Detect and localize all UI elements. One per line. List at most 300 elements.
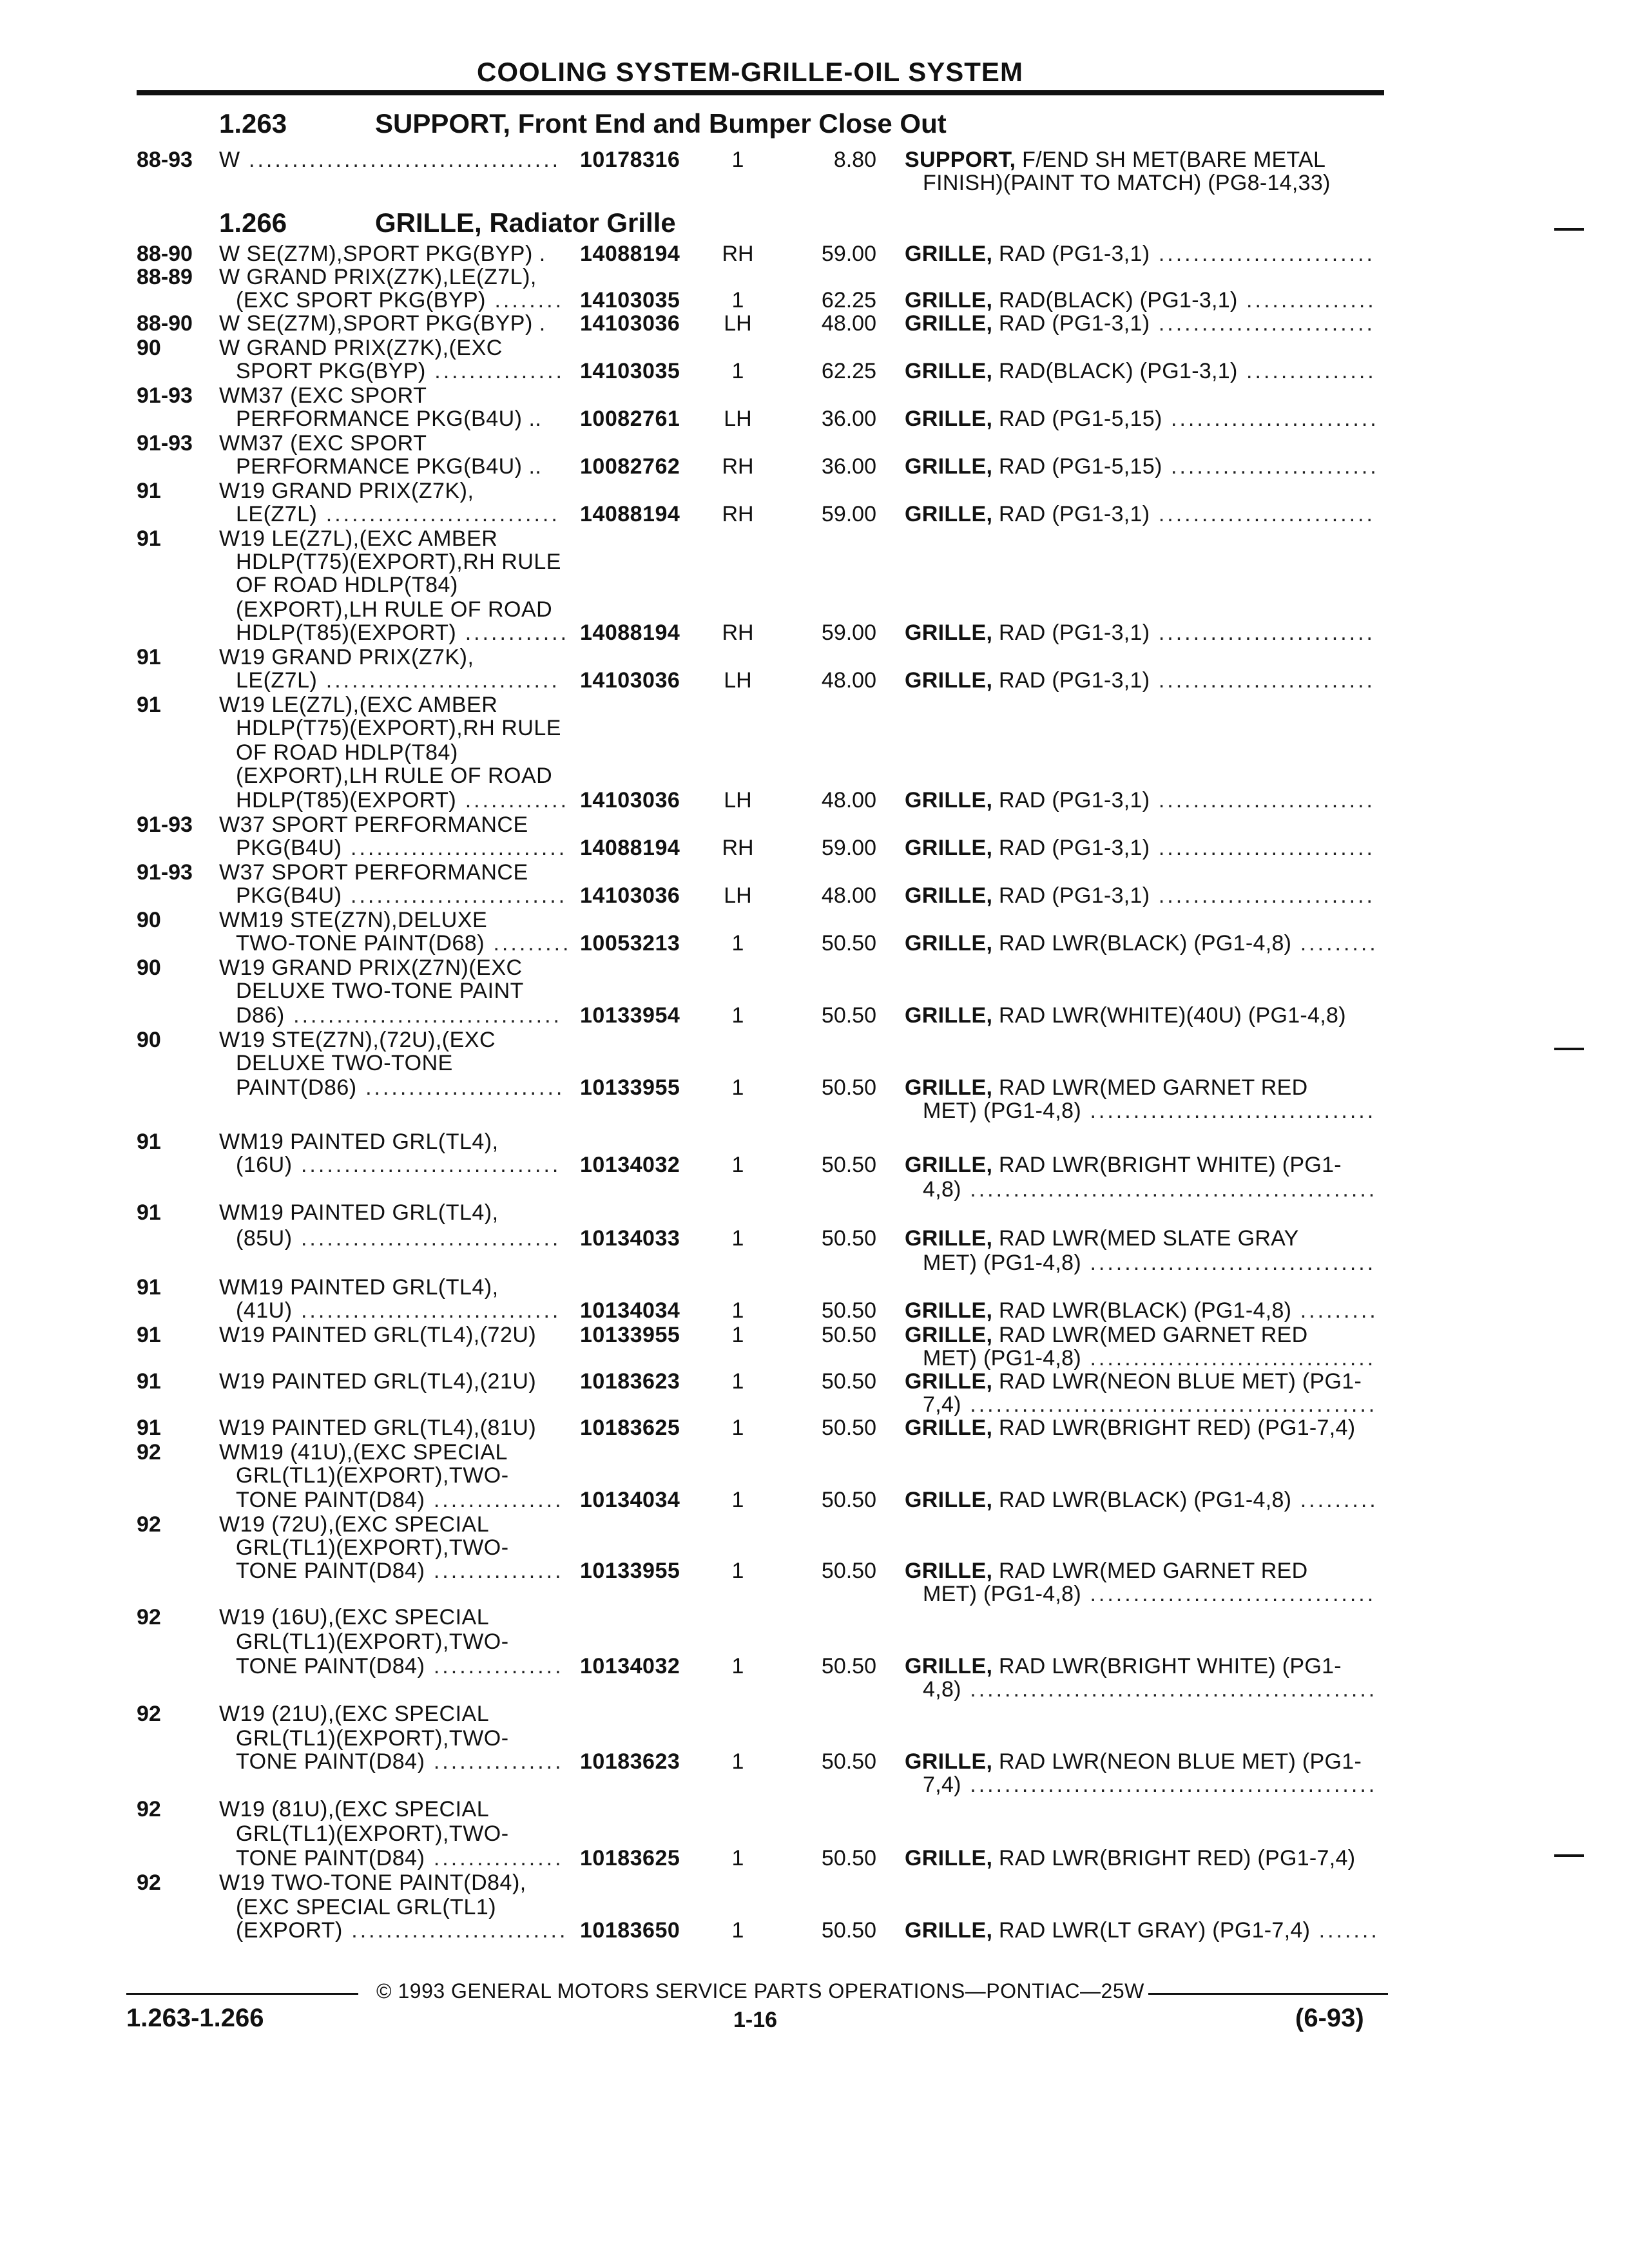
model-text: W GRAND PRIX(Z7K),(EXC xyxy=(219,336,503,360)
quantity: 1 xyxy=(731,1323,744,1347)
model-text: PERFORMANCE PKG(B4U) .. xyxy=(236,454,542,479)
part-description xyxy=(905,501,1375,527)
model-text: TONE PAINT(D84) xyxy=(236,1846,425,1870)
list-item xyxy=(0,1392,1629,1418)
description-text: RAD (PG1-3,1) xyxy=(992,883,1150,908)
model-application xyxy=(236,1298,561,1323)
leader-dots: ............... xyxy=(1237,359,1376,383)
model-application xyxy=(236,1917,568,1943)
model-text: WM37 (EXC SPORT xyxy=(219,431,427,456)
model-application xyxy=(219,1027,496,1053)
price: 50.50 xyxy=(821,1298,876,1323)
model-application xyxy=(219,147,561,173)
part-number: 10134034 xyxy=(580,1298,680,1323)
quantity: 1 xyxy=(731,1226,744,1251)
part-name: GRILLE, xyxy=(905,836,993,860)
model-application xyxy=(219,907,487,933)
part-number: 14103035 xyxy=(580,288,680,312)
part-number: 14103036 xyxy=(580,788,680,812)
model-text: W19 LE(Z7L),(EXC AMBER xyxy=(219,693,498,717)
model-text: GRL(TL1)(EXPORT),TWO- xyxy=(236,1821,509,1846)
quantity: LH xyxy=(724,407,752,431)
model-application xyxy=(236,1487,564,1513)
part-name: GRILLE, xyxy=(905,1559,993,1583)
list-item xyxy=(0,1653,1629,1679)
leader-dots: ....... xyxy=(1310,1918,1380,1943)
model-text: TONE PAINT(D84) xyxy=(236,1654,425,1678)
model-application xyxy=(219,311,546,336)
part-number: 14088194 xyxy=(580,836,680,860)
part-number: 10053213 xyxy=(580,931,680,956)
model-application xyxy=(236,406,541,432)
part-name: GRILLE, xyxy=(905,311,993,336)
leader-dots: ................................. xyxy=(1081,1346,1376,1370)
leader-dots: ......................... xyxy=(1150,883,1375,908)
model-text: HDLP(T75)(EXPORT),RH RULE xyxy=(236,716,561,740)
part-description xyxy=(905,1415,1355,1441)
model-application xyxy=(219,860,528,885)
part-description xyxy=(905,1749,1362,1774)
part-description xyxy=(905,1322,1307,1348)
part-number: 14088194 xyxy=(580,502,680,526)
description-text: MET) (PG1-4,8) xyxy=(923,1346,1082,1370)
list-item xyxy=(0,526,1629,552)
model-text: GRL(TL1)(EXPORT),TWO- xyxy=(236,1535,509,1560)
list-item xyxy=(0,1345,1629,1371)
model-text: (EXPORT),LH RULE OF ROAD xyxy=(236,597,553,622)
list-item xyxy=(0,1200,1629,1225)
part-number: 14103036 xyxy=(580,668,680,693)
price: 59.00 xyxy=(821,620,876,645)
description-text: RAD(BLACK) (PG1-3,1) xyxy=(992,288,1238,312)
model-text: W GRAND PRIX(Z7K),LE(Z7L), xyxy=(219,265,537,289)
model-text: W xyxy=(219,148,240,172)
model-application xyxy=(236,597,552,622)
model-application xyxy=(236,1749,564,1774)
quantity: 1 xyxy=(731,1846,744,1870)
description-text: 7,4) xyxy=(923,1392,961,1417)
price: 36.00 xyxy=(821,407,876,431)
model-text: W37 SPORT PERFORMANCE xyxy=(219,812,528,837)
leader-dots: ............................................... xyxy=(961,1677,1378,1702)
list-item xyxy=(0,930,1629,956)
part-description xyxy=(905,1917,1380,1943)
leader-dots: ......................... xyxy=(342,883,568,908)
quantity: 1 xyxy=(731,1749,744,1774)
leader-dots: .................................... xyxy=(240,148,561,172)
list-item xyxy=(0,1772,1629,1798)
revision-date: (6-93) xyxy=(1295,2004,1364,2032)
list-item xyxy=(0,1250,1629,1276)
model-text: LE(Z7L) xyxy=(236,668,318,693)
model-application xyxy=(219,1200,499,1225)
part-name: GRILLE, xyxy=(905,1654,993,1678)
model-year: 88-90 xyxy=(137,311,193,336)
model-text: TWO-TONE PAINT(D68) xyxy=(236,931,485,956)
quantity: 1 xyxy=(731,1075,744,1100)
leader-dots: ......................... xyxy=(1150,311,1375,336)
part-description xyxy=(923,1392,1377,1418)
model-application xyxy=(236,1535,509,1561)
model-year: 91 xyxy=(137,645,161,669)
model-year: 91-93 xyxy=(137,860,193,885)
description-text: RAD LWR(BLACK) (PG1-4,8) xyxy=(992,1298,1292,1323)
leader-dots: ............ xyxy=(456,620,570,645)
list-item xyxy=(0,620,1629,646)
model-application xyxy=(219,478,474,504)
model-application xyxy=(236,763,552,789)
list-item xyxy=(0,1629,1629,1655)
leader-dots: ......... xyxy=(485,931,572,956)
list-item xyxy=(0,763,1629,789)
part-description xyxy=(923,1177,1377,1202)
price: 50.50 xyxy=(821,1559,876,1583)
description-text: RAD (PG1-3,1) xyxy=(992,668,1150,693)
model-text: W SE(Z7M),SPORT PKG(BYP) . xyxy=(219,242,546,266)
model-text: OF ROAD HDLP(T84) xyxy=(236,740,458,765)
model-text: HDLP(T85)(EXPORT) xyxy=(236,620,457,645)
list-item xyxy=(0,406,1629,432)
list-item xyxy=(0,1725,1629,1751)
list-item xyxy=(0,978,1629,1004)
leader-dots: ......................... xyxy=(1150,242,1375,266)
list-item xyxy=(0,311,1629,336)
list-item xyxy=(0,1274,1629,1300)
leader-dots: ............... xyxy=(425,1559,564,1583)
model-text: DELUXE TWO-TONE xyxy=(236,1051,453,1075)
part-description xyxy=(905,147,1325,173)
model-application xyxy=(219,264,537,290)
model-year: 91 xyxy=(137,1323,161,1347)
model-year: 92 xyxy=(137,1870,161,1895)
price: 62.25 xyxy=(821,359,876,383)
part-description xyxy=(905,358,1376,384)
model-application xyxy=(236,1629,509,1655)
model-text: (85U) xyxy=(236,1226,293,1251)
part-description xyxy=(905,1152,1342,1178)
leader-dots: ......... xyxy=(1291,1488,1378,1512)
model-year: 90 xyxy=(137,956,161,980)
quantity: RH xyxy=(722,836,754,860)
price: 50.50 xyxy=(821,931,876,956)
leader-dots: ......................... xyxy=(1150,668,1375,693)
price: 59.00 xyxy=(821,242,876,266)
leader-dots: ................................. xyxy=(1081,1251,1376,1275)
description-text: RAD LWR(BLACK) (PG1-4,8) xyxy=(992,1488,1292,1512)
list-item xyxy=(0,147,1629,173)
leader-dots: .............................. xyxy=(292,1226,561,1251)
model-application xyxy=(236,1894,496,1920)
model-application xyxy=(236,883,567,908)
model-text: W19 PAINTED GRL(TL4),(72U) xyxy=(219,1323,537,1347)
model-application xyxy=(236,620,569,646)
list-item xyxy=(0,1225,1629,1251)
model-application xyxy=(236,978,524,1004)
model-application xyxy=(236,549,561,575)
part-description xyxy=(905,930,1378,956)
quantity: 1 xyxy=(731,1918,744,1943)
quantity: 1 xyxy=(731,1153,744,1177)
model-application xyxy=(236,1152,561,1178)
part-name: GRILLE, xyxy=(905,1369,993,1394)
model-year: 92 xyxy=(137,1702,161,1726)
price: 59.00 xyxy=(821,502,876,526)
model-text: (EXPORT) xyxy=(236,1918,343,1943)
description-text: RAD LWR(BRIGHT RED) (PG1-7,4) xyxy=(992,1416,1356,1440)
part-description xyxy=(923,1345,1376,1371)
model-application xyxy=(219,1415,536,1441)
description-text: RAD LWR(MED GARNET RED xyxy=(992,1559,1308,1583)
list-item xyxy=(0,430,1629,456)
model-text: W19 GRAND PRIX(Z7K), xyxy=(219,479,474,503)
model-text: D86) xyxy=(236,1003,285,1028)
list-item xyxy=(0,860,1629,885)
leader-dots: ........................ xyxy=(1162,454,1379,479)
model-text: (41U) xyxy=(236,1298,293,1323)
model-text: W19 GRAND PRIX(Z7K), xyxy=(219,645,474,669)
leader-dots: ................................. xyxy=(1081,1582,1376,1606)
part-description xyxy=(905,620,1375,646)
model-text: PKG(B4U) xyxy=(236,883,342,908)
leader-dots: ......................... xyxy=(1150,836,1375,860)
list-item xyxy=(0,1152,1629,1178)
model-application xyxy=(236,1653,564,1679)
model-application xyxy=(236,1558,564,1584)
model-text: GRL(TL1)(EXPORT),TWO- xyxy=(236,1463,509,1488)
model-application xyxy=(236,1821,509,1847)
quantity: 1 xyxy=(731,148,744,172)
list-item xyxy=(0,1298,1629,1323)
leader-dots: ......... xyxy=(1291,1298,1378,1323)
part-number: 10183623 xyxy=(580,1749,680,1774)
description-text: RAD LWR(MED GARNET RED xyxy=(992,1075,1308,1100)
list-item xyxy=(0,1463,1629,1488)
leader-dots: ......................... xyxy=(1150,620,1375,645)
description-text: RAD LWR(MED SLATE GRAY xyxy=(992,1226,1299,1251)
model-year: 92 xyxy=(137,1605,161,1629)
description-text: RAD (PG1-3,1) xyxy=(992,836,1150,860)
model-application xyxy=(236,1463,509,1488)
leader-dots: .............................. xyxy=(292,1153,561,1177)
quantity: 1 xyxy=(731,931,744,956)
list-item xyxy=(0,383,1629,408)
description-text: 4,8) xyxy=(923,1677,961,1702)
section-number: 1.263 xyxy=(219,108,287,139)
price: 50.50 xyxy=(821,1075,876,1100)
list-item xyxy=(0,1845,1629,1871)
list-item xyxy=(0,1177,1629,1202)
model-text: (EXC SPECIAL GRL(TL1) xyxy=(236,1895,497,1919)
price: 50.50 xyxy=(821,1226,876,1251)
description-text: RAD LWR(BRIGHT WHITE) (PG1- xyxy=(992,1654,1342,1678)
leader-dots: ............... xyxy=(425,1488,564,1512)
model-text: PAINT(D86) xyxy=(236,1075,357,1100)
model-text: W19 PAINTED GRL(TL4),(21U) xyxy=(219,1369,537,1394)
model-application xyxy=(219,1274,499,1300)
quantity: 1 xyxy=(731,1369,744,1394)
part-description xyxy=(905,311,1375,336)
list-item xyxy=(0,787,1629,813)
model-year: 88-89 xyxy=(137,265,193,289)
quantity: LH xyxy=(724,668,752,693)
part-name: GRILLE, xyxy=(905,1003,993,1028)
model-application xyxy=(219,1604,489,1630)
part-description xyxy=(905,835,1375,861)
part-name: GRILLE, xyxy=(905,1846,993,1870)
part-name: GRILLE, xyxy=(905,788,993,812)
list-item xyxy=(0,335,1629,361)
quantity: LH xyxy=(724,788,752,812)
list-item xyxy=(0,1512,1629,1537)
description-text: RAD LWR(NEON BLUE MET) (PG1- xyxy=(992,1749,1362,1774)
part-description xyxy=(905,1075,1307,1100)
part-name: GRILLE, xyxy=(905,1153,993,1177)
model-year: 90 xyxy=(137,336,161,360)
price: 36.00 xyxy=(821,454,876,479)
part-number: 10134033 xyxy=(580,1226,680,1251)
description-text: RAD LWR(BRIGHT RED) (PG1-7,4) xyxy=(992,1846,1356,1870)
model-text: HDLP(T85)(EXPORT) xyxy=(236,788,457,812)
quantity: 1 xyxy=(731,1654,744,1678)
list-item xyxy=(0,1558,1629,1584)
price: 48.00 xyxy=(821,311,876,336)
quantity: RH xyxy=(722,502,754,526)
part-description xyxy=(905,668,1375,693)
part-number: 10134032 xyxy=(580,1654,680,1678)
description-text: 4,8) xyxy=(923,1177,961,1202)
part-description xyxy=(905,1653,1342,1679)
model-text: (EXPORT),LH RULE OF ROAD xyxy=(236,764,553,788)
part-number: 10183623 xyxy=(580,1369,680,1394)
part-description xyxy=(905,1225,1299,1251)
part-description xyxy=(905,1558,1307,1584)
model-year: 90 xyxy=(137,908,161,932)
model-application xyxy=(219,1322,536,1348)
model-year: 91 xyxy=(137,1200,161,1225)
section-range: 1.263-1.266 xyxy=(126,2004,264,2032)
description-text: RAD(BLACK) (PG1-3,1) xyxy=(992,359,1238,383)
model-application xyxy=(219,1439,508,1465)
model-text: WM19 PAINTED GRL(TL4), xyxy=(219,1200,499,1225)
list-item xyxy=(0,1027,1629,1053)
section-title: SUPPORT, Front End and Bumper Close Out xyxy=(375,108,947,139)
model-application xyxy=(236,715,561,741)
price: 50.50 xyxy=(821,1918,876,1943)
model-text: WM19 (41U),(EXC SPECIAL xyxy=(219,1440,508,1465)
list-item xyxy=(0,715,1629,741)
model-application xyxy=(236,501,560,527)
model-application xyxy=(219,526,497,552)
model-application xyxy=(236,1075,564,1100)
model-year: 88-90 xyxy=(137,242,193,266)
leader-dots: ............................... xyxy=(284,1003,562,1028)
part-description xyxy=(905,241,1375,267)
list-item xyxy=(0,883,1629,908)
model-text: (16U) xyxy=(236,1153,293,1177)
page-title: COOLING SYSTEM-GRILLE-OIL SYSTEM xyxy=(477,57,1023,87)
price: 48.00 xyxy=(821,788,876,812)
leader-dots: ............................................... xyxy=(961,1177,1378,1202)
list-item xyxy=(0,454,1629,479)
list-item xyxy=(0,692,1629,718)
model-text: LE(Z7L) xyxy=(236,502,318,526)
part-name: GRILLE, xyxy=(905,1075,993,1100)
list-item xyxy=(0,241,1629,267)
model-application xyxy=(236,740,458,765)
part-description xyxy=(905,1003,1346,1028)
list-item xyxy=(0,1821,1629,1847)
model-text: W19 STE(Z7N),(72U),(EXC xyxy=(219,1028,496,1052)
description-text: MET) (PG1-4,8) xyxy=(923,1582,1082,1606)
quantity: RH xyxy=(722,454,754,479)
list-item xyxy=(0,1604,1629,1630)
model-application xyxy=(236,1225,561,1251)
price: 50.50 xyxy=(821,1488,876,1512)
price: 50.50 xyxy=(821,1153,876,1177)
price: 59.00 xyxy=(821,836,876,860)
list-item xyxy=(0,1581,1629,1607)
list-item xyxy=(0,1129,1629,1155)
list-item xyxy=(0,358,1629,384)
model-text: TONE PAINT(D84) xyxy=(236,1749,425,1774)
price: 48.00 xyxy=(821,668,876,693)
model-year: 92 xyxy=(137,1512,161,1537)
part-name: GRILLE, xyxy=(905,502,993,526)
list-item xyxy=(0,1098,1629,1124)
model-year: 91 xyxy=(137,1369,161,1394)
description-text: RAD LWR(LT GRAY) (PG1-7,4) xyxy=(992,1918,1311,1943)
part-name: GRILLE, xyxy=(905,1226,993,1251)
list-item xyxy=(0,1701,1629,1727)
list-item xyxy=(0,1050,1629,1076)
model-application xyxy=(236,787,569,813)
model-application xyxy=(236,1050,453,1076)
part-number: 10133954 xyxy=(580,1003,680,1028)
model-text: SPORT PKG(BYP) xyxy=(236,359,426,383)
model-application xyxy=(236,572,458,598)
model-application xyxy=(219,1512,489,1537)
leader-dots: ............... xyxy=(425,1654,564,1678)
list-item xyxy=(0,478,1629,504)
part-number: 10133955 xyxy=(580,1075,680,1100)
part-number: 14103036 xyxy=(580,883,680,908)
list-item xyxy=(0,501,1629,527)
list-item xyxy=(0,955,1629,981)
margin-mark xyxy=(1554,1854,1584,1857)
margin-mark xyxy=(1554,1048,1584,1050)
part-name: GRILLE, xyxy=(905,931,993,956)
list-item xyxy=(0,1369,1629,1394)
quantity: RH xyxy=(722,242,754,266)
model-text: HDLP(T75)(EXPORT),RH RULE xyxy=(236,550,561,574)
model-application xyxy=(219,1369,536,1394)
list-item xyxy=(0,1075,1629,1100)
model-text: TONE PAINT(D84) xyxy=(236,1559,425,1583)
model-application xyxy=(236,1845,564,1871)
model-year: 91 xyxy=(137,1129,161,1154)
description-text: RAD LWR(NEON BLUE MET) (PG1- xyxy=(992,1369,1362,1394)
model-text: OF ROAD HDLP(T84) xyxy=(236,573,458,597)
list-item xyxy=(0,1749,1629,1774)
list-item xyxy=(0,740,1629,765)
part-number: 10082761 xyxy=(580,407,680,431)
model-text: W19 TWO-TONE PAINT(D84), xyxy=(219,1870,526,1895)
description-text: RAD (PG1-5,15) xyxy=(992,407,1162,431)
list-item xyxy=(0,644,1629,670)
leader-dots: ............... xyxy=(425,1749,564,1774)
part-number: 10134034 xyxy=(580,1488,680,1512)
leader-dots: ........................... xyxy=(317,502,560,526)
